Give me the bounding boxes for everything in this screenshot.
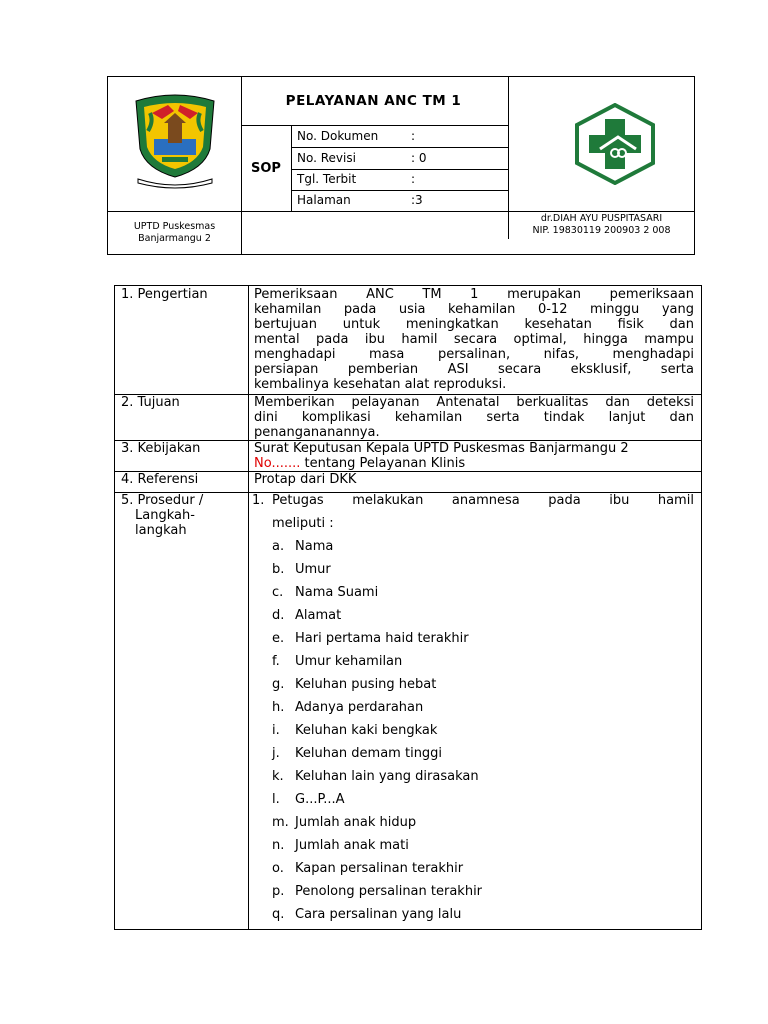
- pengertian-line: bertujuan untuk meningkatkan kesehatan fisik dan: [254, 317, 694, 332]
- list-item: Penolong persalinan terakhir: [295, 884, 483, 899]
- step-1-number: 1.: [252, 493, 265, 508]
- list-item: Cara persalinan yang lalu: [295, 907, 462, 922]
- regency-logo: [124, 91, 226, 189]
- pengertian-line: mental pada ibu hamil secara optimal, hingga mampu: [254, 332, 694, 347]
- unit-line-1: UPTD Puskesmas: [133, 221, 216, 232]
- meta-label-halaman: Halaman: [297, 193, 351, 207]
- row-label-pengertian: 1. Pengertian: [121, 287, 208, 302]
- list-item-marker: k.: [272, 769, 284, 784]
- unit-name: [108, 211, 241, 255]
- meta-value-terbit: :: [411, 172, 416, 186]
- kebijakan-text: [254, 441, 694, 471]
- list-item: Hari pertama haid terakhir: [295, 631, 469, 646]
- pengertian-line: kembalinya kesehatan alat reproduksi.: [254, 377, 507, 392]
- list-item-marker: g.: [272, 677, 285, 692]
- list-item: Keluhan kaki bengkak: [295, 723, 438, 738]
- kebijakan-line-2-rest: tentang Pelayanan Klinis: [300, 456, 466, 471]
- list-item: Keluhan demam tinggi: [295, 746, 443, 761]
- list-item-marker: b.: [272, 562, 285, 577]
- kebijakan-line-2: [254, 456, 694, 471]
- row-label-tujuan: 2. Tujuan: [121, 395, 180, 410]
- meta-value-revisi: : 0: [411, 151, 427, 165]
- list-item: Nama Suami: [295, 585, 379, 600]
- pengertian-line: menghadapi masa persalinan, nifas, menghadapi: [254, 347, 694, 362]
- list-item: Jumlah anak hidup: [295, 815, 417, 830]
- unit-line-2: Banjarmangu 2: [138, 233, 211, 244]
- meta-value-dokumen: :: [411, 129, 416, 143]
- kebijakan-number-placeholder: No.......: [254, 456, 301, 471]
- pengertian-line: persiapan pemberian ASI secara eksklusif, serta: [254, 362, 694, 377]
- kebijakan-line-1: Surat Keputusan Kepala UPTD Puskesmas Banjarmangu 2: [254, 441, 629, 456]
- puskesmas-logo: [574, 103, 656, 185]
- list-item-marker: j.: [272, 746, 280, 761]
- list-item: Alamat: [295, 608, 342, 623]
- list-item-marker: i.: [272, 723, 280, 738]
- tujuan-line: penangananannya.: [254, 425, 380, 440]
- list-item-marker: n.: [272, 838, 285, 853]
- list-item: Kapan persalinan terakhir: [295, 861, 464, 876]
- list-item: Jumlah anak mati: [295, 838, 409, 853]
- signer-block: [508, 211, 695, 239]
- referensi-text: Protap dari DKK: [254, 472, 357, 487]
- list-item-marker: a.: [272, 539, 285, 554]
- prosedur-label-line: langkah: [135, 523, 187, 538]
- meta-label-revisi: No. Revisi: [297, 151, 356, 165]
- step-1-word: anamnesa: [451, 493, 520, 508]
- list-item-marker: d.: [272, 608, 285, 623]
- list-item: Keluhan lain yang dirasakan: [295, 769, 479, 784]
- list-item: Keluhan pusing hebat: [295, 677, 437, 692]
- step-1-continuation: meliputi :: [272, 516, 334, 531]
- list-item: Umur kehamilan: [295, 654, 403, 669]
- step-1-text: [272, 493, 694, 508]
- meta-value-halaman: :3: [411, 193, 423, 207]
- list-item-marker: o.: [272, 861, 284, 876]
- row-label-prosedur: [121, 493, 203, 538]
- list-item-marker: q.: [272, 907, 285, 922]
- list-item-marker: f.: [272, 654, 280, 669]
- pengertian-line: kehamilan pada usia kehamilan 0-12 minggu yang: [254, 302, 694, 317]
- list-item: Nama: [295, 539, 334, 554]
- step-1-word: melakukan: [352, 493, 424, 508]
- meta-label-dokumen: No. Dokumen: [297, 129, 379, 143]
- step-1-word: hamil: [657, 493, 694, 508]
- row-label-referensi: 4. Referensi: [121, 472, 199, 487]
- document-title: PELAYANAN ANC TM 1: [285, 93, 462, 109]
- step-1-word: Petugas: [272, 493, 324, 508]
- pengertian-text: [254, 287, 694, 392]
- document-header: [107, 76, 695, 255]
- tujuan-line: dini komplikasi kehamilan serta tindak lanjut dan: [254, 410, 694, 425]
- list-item: Adanya perdarahan: [295, 700, 424, 715]
- step-1-word: ibu: [609, 493, 630, 508]
- list-item-marker: h.: [272, 700, 285, 715]
- list-item-marker: c.: [272, 585, 284, 600]
- list-item-marker: p.: [272, 884, 285, 899]
- tujuan-line: Memberikan pelayanan Antenatal berkualitas dan deteksi: [254, 395, 694, 410]
- list-item-marker: l.: [272, 792, 280, 807]
- signer-nip: NIP. 19830119 200903 2 008: [532, 225, 671, 236]
- procedure-table: [114, 285, 702, 930]
- sop-label: SOP: [251, 160, 281, 176]
- signer-name: dr.DIAH AYU PUSPITASARI: [540, 213, 663, 224]
- prosedur-label-line: 5. Prosedur /: [121, 493, 204, 508]
- prosedur-label-line: Langkah-: [135, 508, 195, 523]
- step-1-word: pada: [548, 493, 581, 508]
- meta-label-terbit: Tgl. Terbit: [297, 172, 357, 186]
- tujuan-text: [254, 395, 694, 440]
- pengertian-line: Pemeriksaan ANC TM 1 merupakan pemeriksaan: [254, 287, 694, 302]
- list-item: G...P...A: [295, 792, 345, 807]
- row-label-kebijakan: 3. Kebijakan: [121, 441, 201, 456]
- list-item-marker: e.: [272, 631, 285, 646]
- list-item: Umur: [295, 562, 331, 577]
- list-item-marker: m.: [272, 815, 289, 830]
